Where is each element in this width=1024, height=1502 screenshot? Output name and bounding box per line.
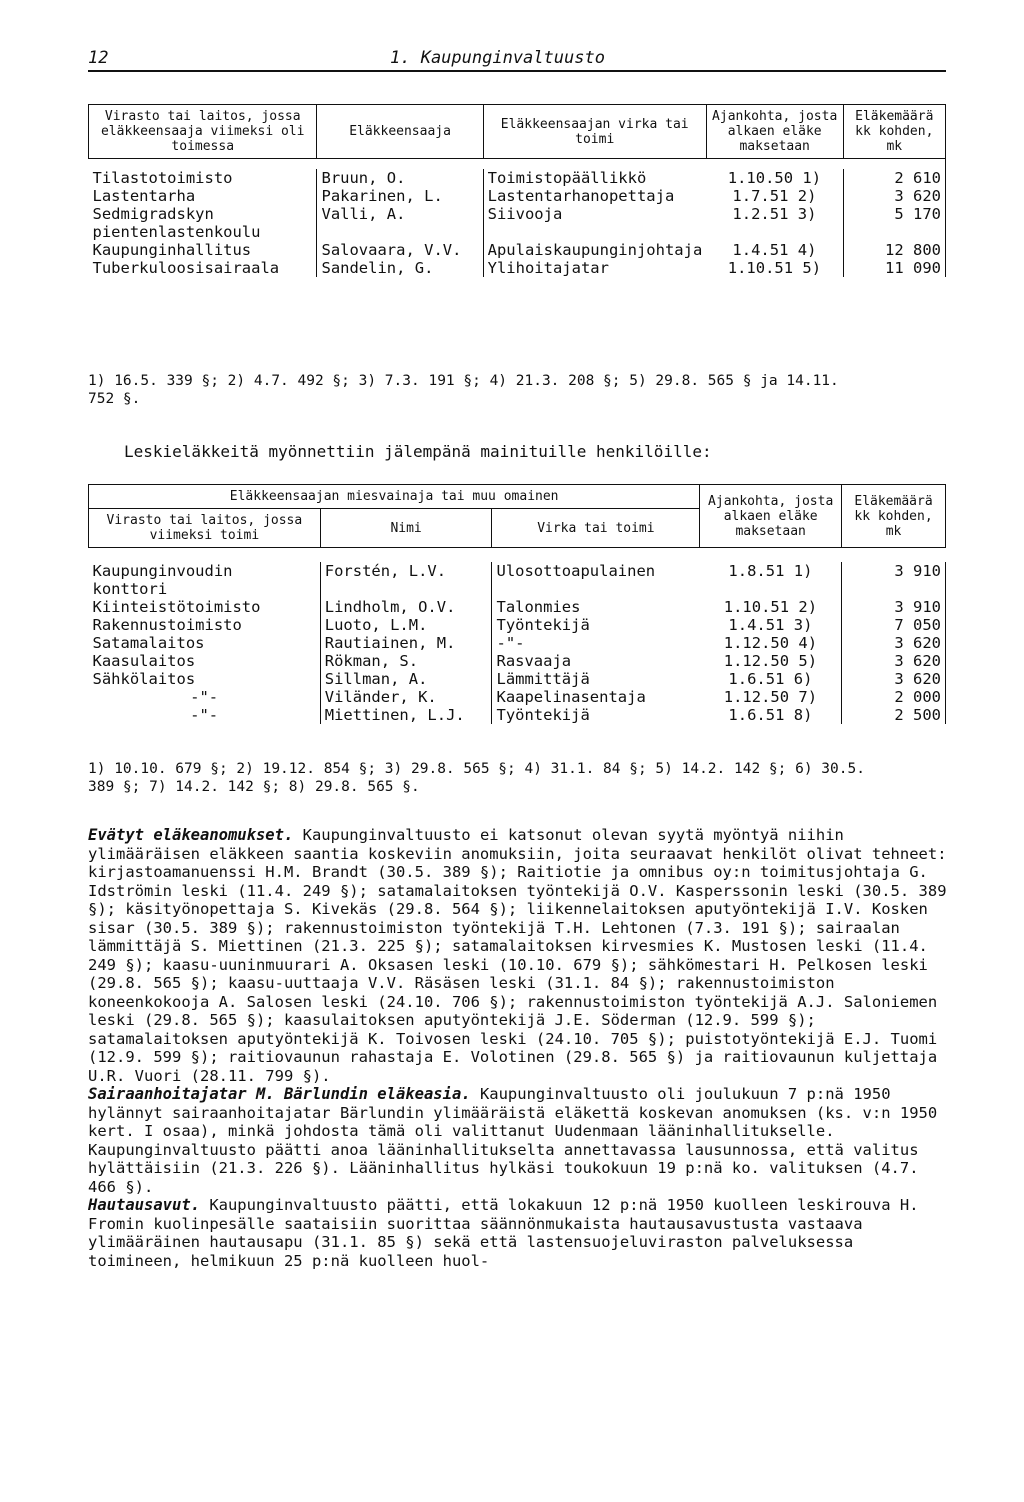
cell-nimi: Valli, A. [317,205,483,241]
column-header: Ajankohta, josta alkaen eläke maksetaan [700,485,842,548]
header-rule [88,70,946,72]
table-row [89,706,946,724]
cell-ajankohta: 1.4.51 4) [732,241,817,259]
cell-virka: Työntekijä [492,706,700,724]
table-row [89,652,946,670]
page-number: 12 [88,48,109,68]
cell-virasto: Kiinteistötoimisto [92,598,261,616]
table-row [89,688,946,706]
cell-maara: 3 620 [842,670,946,688]
cell-ajankohta: 1.10.51 5) [727,259,822,277]
cell-maara: 11 090 [843,259,945,277]
table-row [89,259,946,277]
cell-maara: 5 170 [843,205,945,241]
column-header: Nimi [320,509,492,548]
cell-maara: 3 910 [842,562,946,598]
table1-footnotes: 1) 16.5. 339 §; 2) 4.7. 492 §; 3) 7.3. 191 §; 4) 21.3. 208 §; 5) 29.8. 565 § ja 14.11. 752 §. [88,373,839,407]
cell-nimi: Salovaara, V.V. [317,241,483,259]
cell-virka: Siivooja [483,205,706,241]
column-header: Eläkkeensaaja [317,105,483,159]
pension-table [88,104,946,277]
cell-virasto: Tuberkuloosisairaala [92,259,280,277]
table-row [89,187,946,205]
cell-maara: 3 620 [842,634,946,652]
paragraph-lead: Evätyt eläkeanomukset. [88,826,294,844]
table-row [89,562,946,598]
table-group-header-row [89,485,946,509]
cell-virasto: -"- [190,706,219,724]
table-row [89,241,946,259]
cell-virka: Lastentarhanopettaja [483,187,706,205]
cell-nimi: Forstén, L.V. [320,562,492,598]
cell-ajankohta: 1.10.50 1) [727,169,822,187]
cell-nimi: Luoto, L.M. [320,616,492,634]
cell-ajankohta: 1.2.51 3) [732,205,817,223]
section-title: 1. Kaupunginvaltuusto [390,48,605,68]
table-header-row [89,105,946,159]
section-heading: Leskieläkkeitä myönnettiin jälempänä mainituille henkilöille: [124,442,712,461]
cell-nimi: Viländer, K. [320,688,492,706]
cell-virka: -"- [492,634,700,652]
cell-nimi: Rökman, S. [320,652,492,670]
cell-virka: Ulosottoapulainen [492,562,700,598]
table-row [89,616,946,634]
cell-virasto: Kaupunginhallitus [92,241,252,259]
table-row [89,670,946,688]
cell-nimi: Miettinen, L.J. [320,706,492,724]
cell-virka: Lämmittäjä [492,670,700,688]
cell-virasto: Lastentarha [92,187,196,205]
column-header: Virasto tai laitos, jossa viimeksi toimi [89,509,321,548]
widow-pension-table [88,484,946,724]
cell-maara: 3 910 [842,598,946,616]
cell-virasto: Kaasulaitos [92,652,196,670]
paragraph-lead: Hautausavut. [88,1196,200,1214]
cell-virka: Työntekijä [492,616,700,634]
paragraph-text: Kaupunginvaltuusto päätti, että lokakuun 12 p:nä 1950 kuolleen leskirouva H. Fromin kuolinpesälle saataisiin suorittaa säännönmukaista hautausavustusta vastaava ylimääräinen hautausapu (31.1. 85 §) sekä että lastensuojeluviraston palveluksessa toimineen, helmikuun 25 p:nä kuolleen huol- [88,1196,928,1270]
cell-virasto: Rakennustoimisto [92,616,242,634]
paragraph-lead: Sairaanhoitajatar M. Bärlundin eläkeasia. [88,1085,471,1103]
column-header: Eläkkeensaajan virka tai toimi [483,105,706,159]
cell-ajankohta: 1.12.50 4) [723,634,818,652]
column-header: Ajankohta, josta alkaen eläke maksetaan [706,105,843,159]
cell-maara: 2 000 [842,688,946,706]
column-header: Virasto tai laitos, jossa eläkkeensaaja viimeksi oli toimessa [89,105,317,159]
cell-nimi: Lindholm, O.V. [320,598,492,616]
cell-virasto: -"- [190,688,219,706]
cell-ajankohta: 1.6.51 8) [728,706,813,724]
cell-ajankohta: 1.8.51 1) [728,562,813,580]
cell-ajankohta: 1.4.51 3) [728,616,813,634]
table2-footnotes: 1) 10.10. 679 §; 2) 19.12. 854 §; 3) 29.8. 565 §; 4) 31.1. 84 §; 5) 14.2. 142 §; 6) 30.5. 389 §; 7) 14.2. 142 §; 8) 29.8. 565 §. [88,761,865,795]
cell-ajankohta: 1.12.50 5) [723,652,818,670]
cell-virasto: Kaupunginvoudin konttori [92,562,233,598]
column-header: Virka tai toimi [492,509,700,548]
paragraph-text: Kaupunginvaltuusto oli joulukuun 7 p:nä 1950 hylännyt sairaanhoitajatar Bärlundin ylimääräistä eläkettä koskevan anomuksen (ks. v:n 1950 kert. I osaa), minkä johdosta tämä oli valittanut Uudenmaan lääninhallitukselle. Kaupunginvaltuusto päätti anoa lääninhallitukselta annettavassa lausunnossa, että valitus hylättäisiin (21.3. 226 §). Lääninhallitus hylkäsi toukokuun 19 p:nä ko. valituksen (4.7. 466 §). [88,1085,947,1196]
cell-nimi: Sandelin, G. [317,259,483,277]
cell-virka: Apulaiskaupunginjohtaja [483,241,706,259]
table-row [89,169,946,187]
cell-maara: 3 620 [843,187,945,205]
table-row [89,205,946,241]
cell-ajankohta: 1.10.51 2) [723,598,818,616]
cell-maara: 3 620 [842,652,946,670]
cell-virasto: Tilastotoimisto [92,169,233,187]
group-header: Eläkkeensaajan miesvainaja tai muu omainen [89,485,700,509]
cell-maara: 12 800 [843,241,945,259]
cell-virka: Talonmies [492,598,700,616]
cell-virasto: Sähkölaitos [92,670,196,688]
cell-nimi: Rautiainen, M. [320,634,492,652]
cell-nimi: Bruun, O. [317,169,483,187]
cell-ajankohta: 1.7.51 2) [732,187,817,205]
cell-virka: Ylihoitajatar [483,259,706,277]
cell-virka: Rasvaaja [492,652,700,670]
column-header: Eläkemäärä kk kohden, mk [842,485,946,548]
cell-nimi: Pakarinen, L. [317,187,483,205]
column-header: Eläkemäärä kk kohden, mk [843,105,945,159]
cell-ajankohta: 1.12.50 7) [723,688,818,706]
cell-maara: 7 050 [842,616,946,634]
cell-virka: Kaapelinasentaja [492,688,700,706]
cell-virasto: Sedmigradskyn pientenlastenkoulu [92,205,261,241]
cell-virka: Toimistopäällikkö [483,169,706,187]
cell-virasto: Satamalaitos [92,634,205,652]
cell-maara: 2 610 [843,169,945,187]
body-text [88,826,956,1270]
table-row [89,634,946,652]
paragraph-text: Kaupunginvaltuusto ei katsonut olevan syytä myöntyä niihin ylimääräisen eläkkeen saantia koskeviin anomuksiin, joita seuraavat henkilöt olivat tehneet: kirjastoamanuenssi H.M. Brandt (30.5. 389 §); Raitiotie ja omnibus oy:n toimitusjohtaja G. Idströmin leski (11.4. 249 §); satamalaitoksen työntekijä O.V. Kasperssonin leski (30.5. 389 §); käsityönopettaja S. Kivekäs (29.8. 564 §); liikennelaitoksen aputyöntekijä I.V. Kosken sisar (30.5. 389 §); rakennustoimiston työntekijä T.H. Lehtonen (7.3. 191 §); sairaalan lämmittäjä S. Miettinen (21.3. 225 §); satamalaitoksen kirvesmies K. Mustosen leski (11.4. 249 §); kaasu-uuninmuurari A. Oksasen leski (10.10. 679 §); sähkömestari H. Pelkosen leski (29.8. 565 §); kaasu-uuttaaja V.V. Räsäsen leski (31.1. 84 §); rakennustoimiston koneenkokooja A. Salosen leski (24.10. 706 §); rakennustoimiston työntekijä A.J. Saloniemen leski (29.8. 565 §); kaasulaitoksen aputyöntekijä J.E. Söderman (12.9. 599 §); satamalaitoksen aputyöntekijä K. Toivosen leski (24.10. 705 §); puistotyöntekijä E.J. Tuomi (12.9. 599 §); raitiovaunun rahastaja E. Volotinen (29.8. 565 §) ja raitiovaunun kuljettaja U.R. Vuori (28.11. 799 §). [88,826,956,1085]
cell-ajankohta: 1.6.51 6) [728,670,813,688]
cell-maara: 2 500 [842,706,946,724]
table-row [89,598,946,616]
cell-nimi: Sillman, A. [320,670,492,688]
